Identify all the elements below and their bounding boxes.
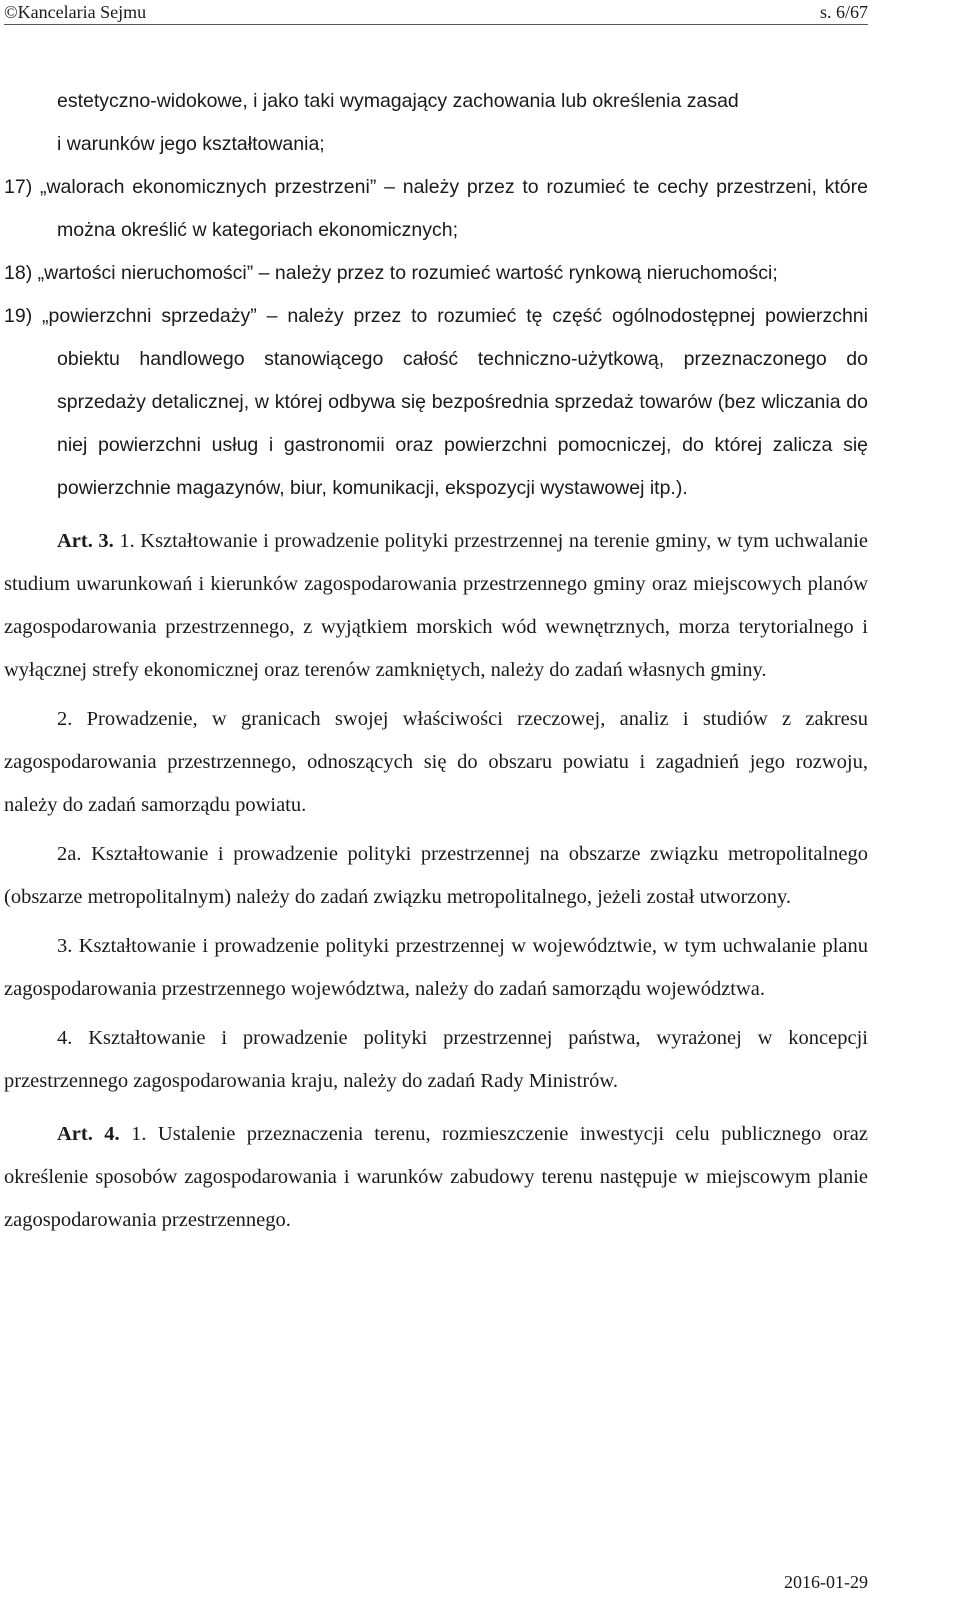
page-header bbox=[4, 0, 868, 25]
article-3-paragraph-2: 2. Prowadzenie, w granicach swojej właściwości rzeczowej, analiz i studiów z zakresu zagospodarowania przestrzennego, odnoszących się do obszaru powiatu i zagadnień jego rozwoju, należy do zadań samorządu powiatu. bbox=[4, 708, 868, 816]
article-4-label: Art. 4. bbox=[57, 1123, 120, 1145]
article-3-paragraph-2a: 2a. Kształtowanie i prowadzenie polityki przestrzennej na obszarze związku metropolitalnego (obszarze metropolitalnym) należy do zadań związku metropolitalnego, jeżeli został utworzony. bbox=[4, 843, 868, 908]
article-4-paragraph-1 bbox=[4, 1113, 868, 1242]
page-number: s. 6/67 bbox=[819, 2, 868, 22]
article-4-paragraph-1-text: Ustalenie przeznaczenia terenu, rozmieszczenie inwestycji celu publicznego oraz określenie sposobów zagospodarowania i warunków zabudowy terenu następuje w miejscowym planie zagospodarowania przestrzennego. bbox=[4, 1123, 868, 1231]
definition-continuation-line2: i warunków jego kształtowania; bbox=[57, 133, 325, 155]
article-3-paragraph-3: 3. Kształtowanie i prowadzenie polityki przestrzennej w województwie, w tym uchwalanie planu zagospodarowania przestrzennego województwa, należy do zadań samorządu województwa. bbox=[4, 935, 868, 1000]
definition-continuation-line1: estetyczno-widokowe, i jako taki wymagający zachowania lub określenia zasad bbox=[57, 90, 739, 112]
article-3-label: Art. 3. bbox=[57, 530, 114, 552]
article-3-paragraph-4: 4. Kształtowanie i prowadzenie polityki przestrzennej państwa, wyrażonej w koncepcji przestrzennego zagospodarowania kraju, należy do zadań Rady Ministrów. bbox=[4, 1027, 868, 1092]
article-3-paragraph-1-text: Kształtowanie i prowadzenie polityki przestrzennej na terenie gminy, w tym uchwalanie studium uwarunkowań i kierunków zagospodarowania przestrzennego gminy oraz miejscowych planów zagospodarowania przestrzennego, z wyjątkiem morskich wód wewnętrznych, morza terytorialnego i wyłącznej strefy ekonomicznej oraz terenów zamkniętych, należy do zadań własnych gminy. bbox=[4, 530, 868, 681]
document-body bbox=[4, 80, 868, 1242]
article-3-paragraph-1-number: 1. bbox=[119, 530, 135, 552]
article-4-paragraph-1-number: 1. bbox=[131, 1123, 147, 1145]
article-3-paragraph-1 bbox=[4, 520, 868, 692]
definition-item-18: 18) „wartości nieruchomości” – należy przez to rozumieć wartość rynkową nieruchomości; bbox=[4, 262, 778, 284]
document-date: 2016-01-29 bbox=[784, 1572, 868, 1592]
copyright-label: ©Kancelaria Sejmu bbox=[4, 2, 147, 22]
definition-item-19: 19) „powierzchni sprzedaży” – należy przez to rozumieć tę część ogólnodostępnej powierzchni obiektu handlowego stanowiącego całość techniczno-użytkową, przeznaczonego do sprzedaży detalicznej, w której odbywa się bezpośrednia sprzedaż towarów (bez wliczania do niej powierzchni usług i gastronomii oraz powierzchni pomocniczej, do której zalicza się powierzchnie magazynów, biur, komunikacji, ekspozycji wystawowej itp.). bbox=[4, 305, 868, 499]
definition-item-17: 17) „walorach ekonomicznych przestrzeni” – należy przez to rozumieć te cechy przestrzeni, które można określić w kategoriach ekonomicznych; bbox=[4, 176, 868, 241]
